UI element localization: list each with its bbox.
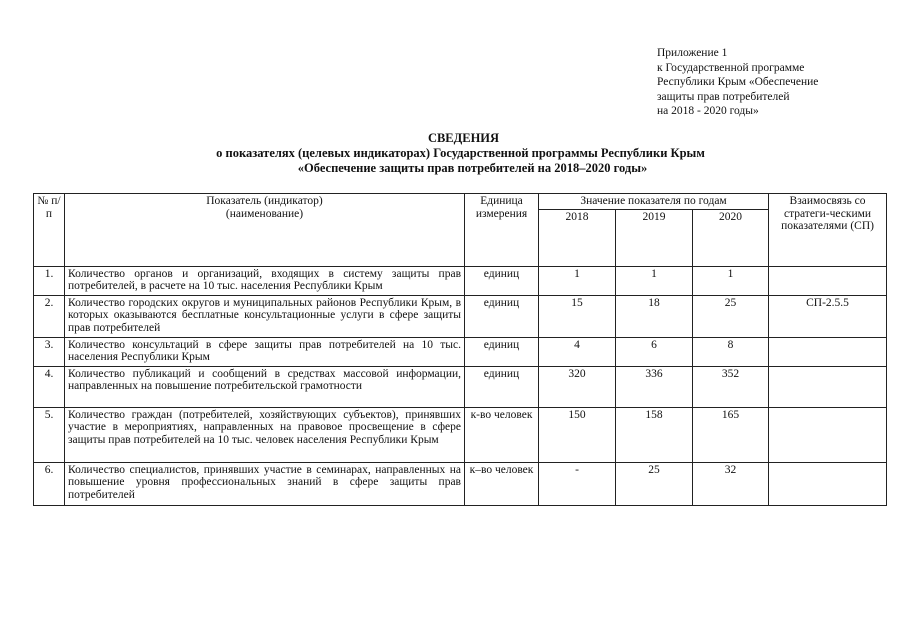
table-row <box>34 407 887 462</box>
appendix-line: Республики Крым «Обеспечение <box>657 76 819 88</box>
row-value-2020: 352 <box>693 366 769 407</box>
appendix-line: Приложение 1 <box>657 47 728 59</box>
row-unit: единиц <box>465 337 539 366</box>
row-unit: к-во человек <box>465 407 539 462</box>
row-num: 3. <box>34 337 65 366</box>
heading-title: СВЕДЕНИЯ <box>427 131 500 145</box>
header-relation: Взаимосвязь со стратеги-ческими показателями (СП) <box>769 194 887 267</box>
table-row <box>34 337 887 366</box>
table-row <box>34 462 887 505</box>
row-num: 1. <box>34 266 65 295</box>
row-indicator: Количество органов и организаций, входящих в систему защиты прав потребителей, в расчете на 10 тыс. населения Республики Крым <box>65 266 465 295</box>
row-unit: единиц <box>465 366 539 407</box>
row-indicator: Количество городских округов и муниципальных районов Республики Крым, в которых оказываются бесплатные консультационные услуги в сфере защиты прав потребителей <box>65 295 465 337</box>
header-year: 2019 <box>616 209 693 266</box>
header-year: 2018 <box>539 209 616 266</box>
row-num: 4. <box>34 366 65 407</box>
row-value-2018: 150 <box>539 407 616 462</box>
appendix-line: защиты прав потребителей <box>657 90 790 103</box>
appendix-note <box>657 46 897 119</box>
header-values-group: Значение показателя по годам <box>539 194 769 210</box>
indicators-table <box>33 193 887 506</box>
header-indicator <box>65 194 465 267</box>
row-relation: СП-2.5.5 <box>769 295 887 337</box>
document-heading <box>0 131 905 176</box>
row-value-2019: 6 <box>616 337 693 366</box>
appendix-line: к Государственной программе <box>657 61 805 74</box>
row-num: 5. <box>34 407 65 462</box>
row-value-2018: 320 <box>539 366 616 407</box>
row-num: 2. <box>34 295 65 337</box>
row-indicator: Количество специалистов, принявших участие в семинарах, направленных на повышение уровня профессиональных знаний в сфере защиты прав потребителей <box>65 462 465 505</box>
row-value-2018: 15 <box>539 295 616 337</box>
heading-program-name: «Обеспечение защиты прав потребителей на 2018–2020 годы» <box>297 161 648 175</box>
row-indicator: Количество консультаций в сфере защиты прав потребителей на 10 тыс. населения Республики Крым <box>65 337 465 366</box>
row-value-2019: 158 <box>616 407 693 462</box>
row-unit: к–во человек <box>465 462 539 505</box>
header-year: 2020 <box>693 209 769 266</box>
row-value-2018: - <box>539 462 616 505</box>
row-value-2020: 1 <box>693 266 769 295</box>
row-num: 6. <box>34 462 65 505</box>
row-value-2020: 8 <box>693 337 769 366</box>
row-relation <box>769 266 887 295</box>
row-value-2020: 32 <box>693 462 769 505</box>
row-relation <box>769 462 887 505</box>
row-relation <box>769 407 887 462</box>
row-unit: единиц <box>465 295 539 337</box>
row-value-2018: 1 <box>539 266 616 295</box>
row-value-2019: 336 <box>616 366 693 407</box>
row-value-2020: 25 <box>693 295 769 337</box>
row-value-2018: 4 <box>539 337 616 366</box>
row-indicator: Количество граждан (потребителей, хозяйствующих субъектов), принявших участие в мероприятиях, направленных на правовое просвещение в сфере защиты прав потребителей на 10 тыс. человек населения Республики Крым <box>65 407 465 462</box>
row-value-2020: 165 <box>693 407 769 462</box>
row-relation <box>769 337 887 366</box>
header-indicator-line2: (наименование) <box>225 207 304 220</box>
row-unit: единиц <box>465 266 539 295</box>
header-num: № п/п <box>34 194 65 267</box>
appendix-line: на 2018 - 2020 годы» <box>657 105 759 117</box>
header-row <box>34 194 887 210</box>
row-value-2019: 18 <box>616 295 693 337</box>
table-row <box>34 295 887 337</box>
heading-subtitle: о показателях (целевых индикаторах) Государственной программы Республики Крым <box>216 146 705 160</box>
table-row <box>34 366 887 407</box>
table-row <box>34 266 887 295</box>
row-value-2019: 1 <box>616 266 693 295</box>
row-value-2019: 25 <box>616 462 693 505</box>
row-indicator: Количество публикаций и сообщений в средствах массовой информации, направленных на повышение потребительской грамотности <box>65 366 465 407</box>
header-unit: Единица измерения <box>465 194 539 267</box>
row-relation <box>769 366 887 407</box>
header-indicator-line1: Показатель (индикатор) <box>206 195 323 207</box>
